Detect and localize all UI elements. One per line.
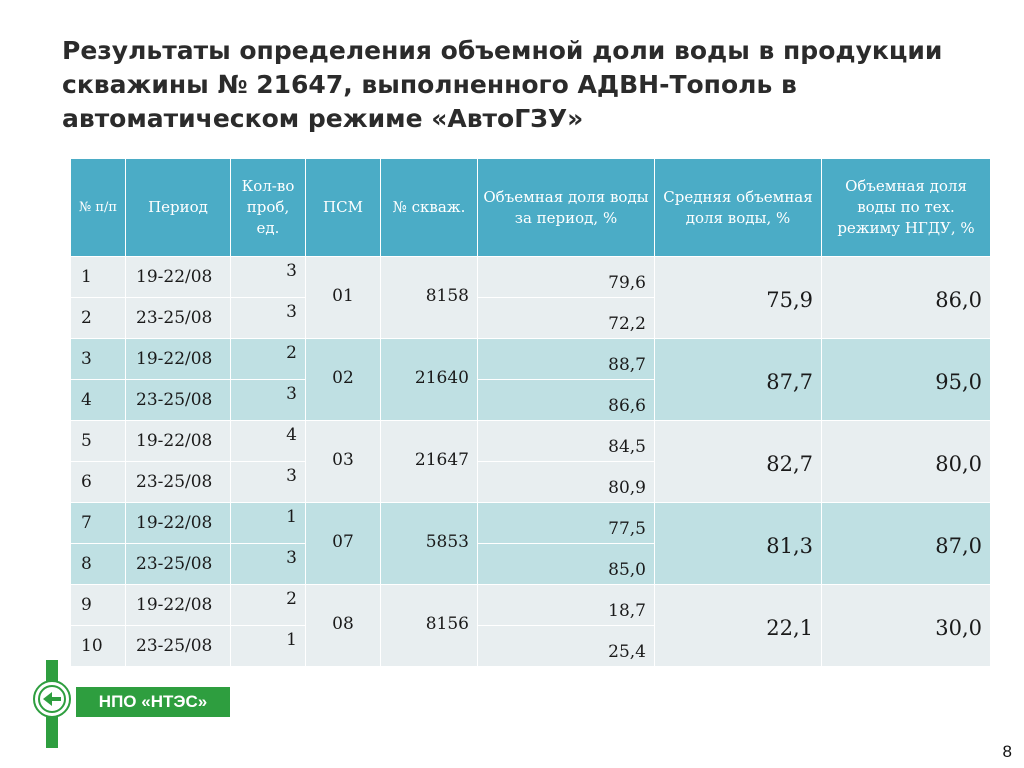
header-num: № п/п	[71, 159, 126, 257]
cell-water: 86,6	[478, 380, 655, 421]
cell-num: 1	[71, 257, 126, 298]
cell-num: 6	[71, 462, 126, 503]
cell-num: 10	[71, 626, 126, 667]
header-water-period: Объемная доля воды за период, %	[478, 159, 655, 257]
table-row	[71, 585, 991, 626]
table-row	[71, 503, 991, 544]
cell-water: 25,4	[478, 626, 655, 667]
cell-water-avg: 82,7	[655, 421, 822, 503]
header-samples: Кол-во проб, ед.	[231, 159, 306, 257]
header-well: № скваж.	[381, 159, 478, 257]
water-content-table	[70, 158, 991, 667]
cell-well: 8156	[381, 585, 478, 667]
cell-period: 19-22/08	[126, 339, 231, 380]
cell-water: 79,6	[478, 257, 655, 298]
cell-psm: 01	[306, 257, 381, 339]
cell-well: 8158	[381, 257, 478, 339]
cell-samples: 3	[231, 462, 306, 503]
cell-period: 23-25/08	[126, 380, 231, 421]
cell-well: 5853	[381, 503, 478, 585]
cell-num: 5	[71, 421, 126, 462]
cell-water: 85,0	[478, 544, 655, 585]
cell-water-avg: 22,1	[655, 585, 822, 667]
cell-samples: 3	[231, 380, 306, 421]
cell-well: 21640	[381, 339, 478, 421]
table-row	[71, 257, 991, 298]
cell-period: 19-22/08	[126, 421, 231, 462]
cell-num: 3	[71, 339, 126, 380]
cell-num: 7	[71, 503, 126, 544]
table-header-row	[71, 159, 991, 257]
cell-water-ngdu: 95,0	[822, 339, 991, 421]
cell-water: 84,5	[478, 421, 655, 462]
title-line-1: Результаты определения объемной доли воды в продукции	[62, 36, 943, 65]
cell-samples: 4	[231, 421, 306, 462]
cell-num: 4	[71, 380, 126, 421]
header-water-avg: Средняя объемная доля воды, %	[655, 159, 822, 257]
cell-period: 19-22/08	[126, 585, 231, 626]
cell-psm: 08	[306, 585, 381, 667]
cell-samples: 3	[231, 298, 306, 339]
cell-psm: 02	[306, 339, 381, 421]
cell-water: 72,2	[478, 298, 655, 339]
table-row	[71, 421, 991, 462]
cell-well: 21647	[381, 421, 478, 503]
cell-period: 23-25/08	[126, 298, 231, 339]
cell-water: 77,5	[478, 503, 655, 544]
table-row	[71, 339, 991, 380]
header-water-ngdu: Объемная доля воды по тех. режиму НГДУ, %	[822, 159, 991, 257]
cell-period: 23-25/08	[126, 462, 231, 503]
cell-water-ngdu: 86,0	[822, 257, 991, 339]
title-line-2: скважины № 21647, выполненного АДВН-Тополь в	[62, 70, 797, 99]
cell-samples: 3	[231, 257, 306, 298]
cell-period: 19-22/08	[126, 503, 231, 544]
cell-water-ngdu: 80,0	[822, 421, 991, 503]
cell-water: 80,9	[478, 462, 655, 503]
cell-water-avg: 81,3	[655, 503, 822, 585]
cell-samples: 2	[231, 339, 306, 380]
cell-samples: 3	[231, 544, 306, 585]
title-line-3: автоматическом режиме «АвтоГЗУ»	[62, 104, 584, 133]
cell-num: 9	[71, 585, 126, 626]
cell-samples: 2	[231, 585, 306, 626]
cell-water-avg: 75,9	[655, 257, 822, 339]
cell-period: 23-25/08	[126, 626, 231, 667]
cell-water-avg: 87,7	[655, 339, 822, 421]
company-emblem-icon	[33, 680, 71, 718]
cell-num: 8	[71, 544, 126, 585]
cell-water: 88,7	[478, 339, 655, 380]
cell-psm: 07	[306, 503, 381, 585]
slide-title	[62, 34, 962, 136]
cell-water-ngdu: 87,0	[822, 503, 991, 585]
company-logo-label: НПО «НТЭС»	[76, 687, 230, 717]
cell-period: 23-25/08	[126, 544, 231, 585]
cell-period: 19-22/08	[126, 257, 231, 298]
cell-water: 18,7	[478, 585, 655, 626]
cell-samples: 1	[231, 503, 306, 544]
cell-num: 2	[71, 298, 126, 339]
cell-psm: 03	[306, 421, 381, 503]
page-number: 8	[1002, 742, 1012, 761]
header-period: Период	[126, 159, 231, 257]
header-psm: ПСМ	[306, 159, 381, 257]
cell-water-ngdu: 30,0	[822, 585, 991, 667]
cell-samples: 1	[231, 626, 306, 667]
